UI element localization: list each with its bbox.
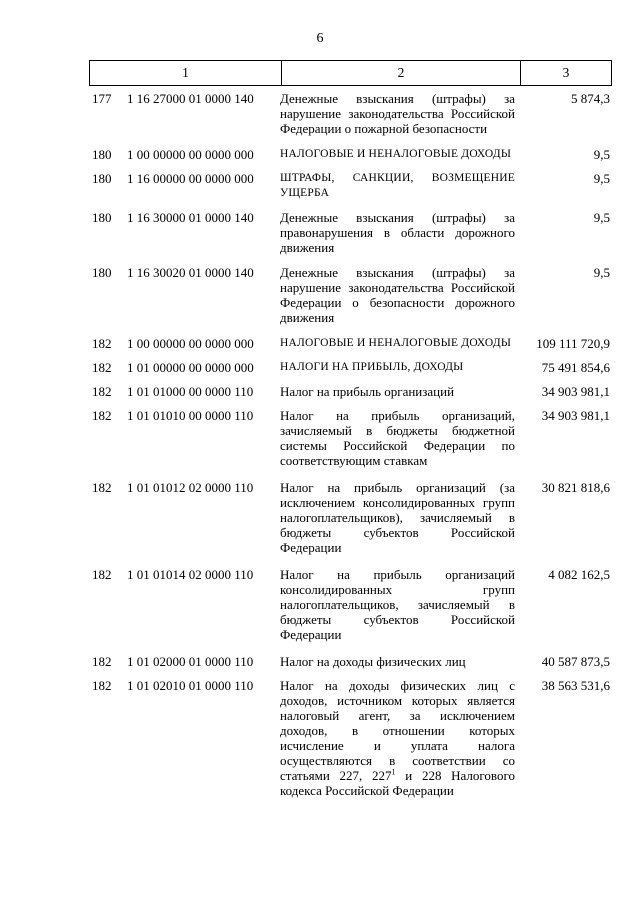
budget-code: 1 01 01012 02 0000 110 bbox=[127, 480, 254, 495]
revenue-sum: 30 821 818,6 bbox=[541, 480, 610, 495]
admin-code: 180 bbox=[92, 171, 112, 186]
revenue-sum: 4 082 162,5 bbox=[548, 567, 610, 582]
table-row bbox=[89, 147, 612, 162]
admin-code: 182 bbox=[92, 567, 112, 582]
table-body bbox=[89, 88, 612, 798]
budget-code: 1 16 00000 00 0000 000 bbox=[127, 171, 254, 186]
table-row bbox=[89, 265, 612, 325]
table-row bbox=[89, 384, 612, 399]
revenue-name-text: Налог на доходы физических лиц с доходов, источником которых является налоговый агент, за исключением доходов, в отношении которых исчисление и уплата налога осуществляются в соответствии со статьями 227, 227 bbox=[280, 678, 515, 783]
admin-code: 182 bbox=[92, 678, 112, 693]
admin-code: 182 bbox=[92, 360, 112, 375]
budget-code: 1 00 00000 00 0000 000 bbox=[127, 147, 254, 162]
revenue-sum: 75 491 854,6 bbox=[541, 360, 610, 375]
budget-code: 1 01 00000 00 0000 000 bbox=[127, 360, 254, 375]
table-row bbox=[89, 171, 612, 201]
budget-code: 1 01 02000 01 0000 110 bbox=[127, 654, 254, 669]
admin-code: 182 bbox=[92, 480, 112, 495]
revenue-name: Налог на доходы физических лиц bbox=[280, 654, 466, 669]
revenue-sum: 109 111 720,9 bbox=[536, 336, 610, 351]
revenue-sum: 9,5 bbox=[593, 147, 610, 162]
table-row bbox=[89, 654, 612, 669]
revenue-sum: 40 587 873,5 bbox=[541, 654, 610, 669]
revenue-name: ШТРАФЫ, САНКЦИИ, ВОЗМЕЩЕНИЕ УЩЕРБА bbox=[280, 172, 515, 199]
revenue-name: НАЛОГИ НА ПРИБЫЛЬ, ДОХОДЫ bbox=[280, 361, 464, 373]
revenue-name bbox=[280, 678, 515, 798]
budget-code: 1 16 30020 01 0000 140 bbox=[127, 265, 254, 280]
table-row bbox=[89, 567, 612, 642]
revenue-name: Денежные взыскания (штрафы) за правонарушения в области дорожного движения bbox=[280, 210, 515, 255]
page-number: 6 bbox=[316, 31, 324, 46]
revenue-name: Налог на прибыль организаций bbox=[280, 384, 455, 399]
revenue-sum: 9,5 bbox=[593, 265, 610, 280]
revenue-name: Денежные взыскания (штрафы) за нарушение законодательства Российской Федерации о безопасности дорожного движения bbox=[280, 265, 515, 325]
budget-code: 1 01 01000 00 0000 110 bbox=[127, 384, 254, 399]
revenue-name: Налог на прибыль организаций консолидированных групп налогоплательщиков, зачисляемый в бюджеты субъектов Российской Федерации bbox=[280, 567, 515, 642]
admin-code: 182 bbox=[92, 384, 112, 399]
table-row bbox=[89, 360, 612, 375]
admin-code: 180 bbox=[92, 210, 112, 225]
revenue-name: Налог на прибыль организаций, зачисляемый в бюджеты бюджетной системы Российской Федерации по соответствующим ставкам bbox=[280, 408, 515, 468]
column-header-row bbox=[90, 61, 612, 86]
budget-code: 1 01 02010 01 0000 110 bbox=[127, 678, 254, 693]
revenue-sum: 34 903 981,1 bbox=[541, 408, 610, 423]
budget-code: 1 01 01014 02 0000 110 bbox=[127, 567, 254, 582]
revenue-sum: 9,5 bbox=[593, 171, 610, 186]
revenue-sum: 5 874,3 bbox=[571, 91, 610, 106]
column-header-table bbox=[89, 60, 612, 86]
budget-code: 1 16 27000 01 0000 140 bbox=[127, 91, 254, 106]
column-header-2: 2 bbox=[282, 61, 521, 86]
admin-code: 182 bbox=[92, 654, 112, 669]
table-row bbox=[89, 210, 612, 255]
table-row bbox=[89, 408, 612, 468]
table-row bbox=[89, 91, 612, 136]
table-row bbox=[89, 678, 612, 798]
admin-code: 182 bbox=[92, 408, 112, 423]
table-row bbox=[89, 480, 612, 555]
admin-code: 182 bbox=[92, 336, 112, 351]
revenue-name: Налог на прибыль организаций (за исключением консолидированных групп налогоплательщиков), зачисляемый в бюджеты субъектов Российской Федерации bbox=[280, 480, 515, 555]
revenue-name-text-end: и 228 Налогового кодекса Российской Федерации bbox=[280, 768, 515, 798]
admin-code: 180 bbox=[92, 265, 112, 280]
budget-code: 1 00 00000 00 0000 000 bbox=[127, 336, 254, 351]
budget-code: 1 16 30000 01 0000 140 bbox=[127, 210, 254, 225]
table-row bbox=[89, 336, 612, 351]
revenue-sum: 9,5 bbox=[593, 210, 610, 225]
revenue-sum: 38 563 531,6 bbox=[541, 678, 610, 693]
admin-code: 180 bbox=[92, 147, 112, 162]
article-superscript: 1 bbox=[391, 767, 396, 777]
revenue-name: Денежные взыскания (штрафы) за нарушение законодательства Российской Федерации о пожарной безопасности bbox=[280, 91, 515, 136]
admin-code: 177 bbox=[92, 91, 112, 106]
column-header-3: 3 bbox=[521, 61, 612, 86]
revenue-name: НАЛОГОВЫЕ И НЕНАЛОГОВЫЕ ДОХОДЫ bbox=[280, 148, 512, 160]
budget-code: 1 01 01010 00 0000 110 bbox=[127, 408, 254, 423]
column-header-1: 1 bbox=[90, 61, 282, 86]
revenue-sum: 34 903 981,1 bbox=[541, 384, 610, 399]
revenue-name: НАЛОГОВЫЕ И НЕНАЛОГОВЫЕ ДОХОДЫ bbox=[280, 337, 512, 349]
